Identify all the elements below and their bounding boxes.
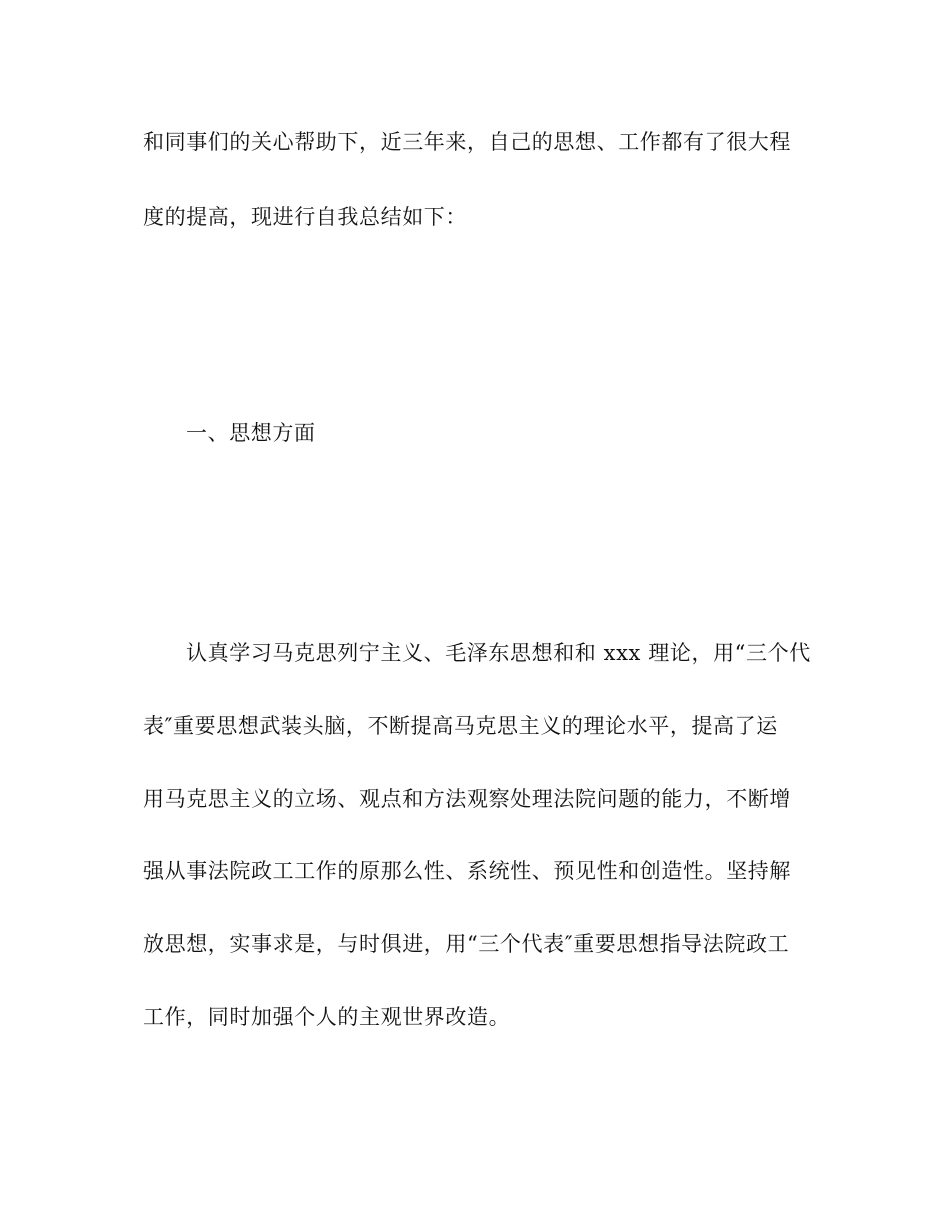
paragraph-line-3: 用马克思主义的立场、观点和方法观察处理法院问题的能力，不断增 xyxy=(143,787,791,811)
paragraph-line-4: 强从事法院政工工作的原那么性、系统性、预见性和创造性。坚持解 xyxy=(143,859,791,883)
intro-line-2: 度的提高，现进行自我总结如下： xyxy=(143,205,467,229)
paragraph-line-6: 工作，同时加强个人的主观世界改造。 xyxy=(143,1005,511,1029)
section-heading: 一、思想方面 xyxy=(186,421,316,445)
paragraph-line-2: 表″重要思想武装头脑，不断提高马克思主义的理论水平，提高了运 xyxy=(143,714,778,738)
paragraph-line-5: 放思想，实事求是，与时俱进，用“三个代表″重要思想指导法院政工 xyxy=(143,932,790,956)
intro-line-1: 和同事们的关心帮助下，近三年来，自己的思想、工作都有了很大程 xyxy=(143,130,791,154)
paragraph-line-1: 认真学习马克思列宁主义、毛泽东思想和和 xxx 理论，用“三个代 xyxy=(186,641,811,665)
